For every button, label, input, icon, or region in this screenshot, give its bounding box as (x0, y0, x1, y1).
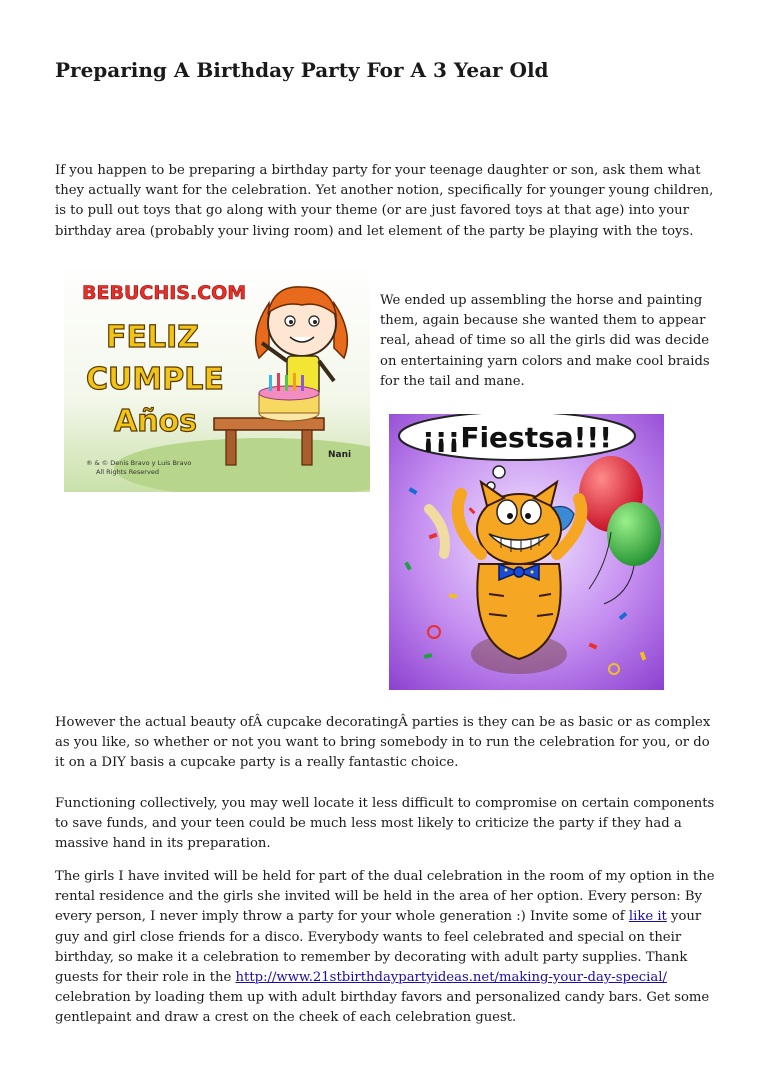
anos-text: Años (114, 404, 198, 439)
cumple-text: CUMPLE (86, 362, 224, 397)
fiesta-cat-illustration (389, 414, 664, 690)
cupcake-text: However the actual beauty ofÂ cupcake decoratingÂ parties is they can be as basic or as complex as you like, so whether or not you want to bring somebody in to run the celebration for you, or do it on a DIY basis a cupcake party is a really fantastic choice. (55, 715, 711, 771)
side-text: We ended up assembling the horse and painting them, again because she wanted them to appear real, ahead of time so all the girls did was decide on entertaining yarn colors and make cool braids for the tail and mane. (380, 293, 710, 389)
guests-text (55, 867, 715, 1029)
fiesta-cat-image (389, 414, 664, 690)
copyright-line-1: ® & © Denis Bravo y Luis Bravo (86, 459, 192, 467)
teamwork-paragraph (55, 794, 715, 855)
feliz-cumple-image (64, 263, 370, 492)
guests-text-part-2: your guy and girl close friends for a disco. Everybody wants to feel celebrated and special on their birthday, so make it a celebration to remember by decorating with adult party supplies. Thank guests for their role in the (55, 909, 702, 986)
feliz-text: FELIZ (106, 320, 200, 355)
teamwork-text: Functioning collectively, you may well locate it less difficult to compromise on certain components to save funds, and your teen could be much less most likely to criticize the party if they had a massive hand in its preparation. (55, 796, 715, 852)
fiesta-bubble-text: ¡¡¡Fiestsa!!! (422, 421, 612, 454)
intro-paragraph (55, 161, 715, 242)
birthday-ideas-link[interactable]: http://www.21stbirthdaypartyideas.net/making-your-day-special/ (235, 970, 667, 986)
page-title: Preparing A Birthday Party For A 3 Year Old (55, 58, 549, 82)
signature-text: Nani (328, 450, 352, 460)
guests-text-part-1: The girls I have invited will be held for part of the dual celebration in the room of my option in the rental residence and the girls she invited will be held in the area of her option. Every person: By every person, I never imply throw a party for your whole generation :) Invite some of (55, 869, 715, 925)
copyright-line-2: All Rights Reserved (96, 468, 159, 476)
guests-text-part-3: celebration by loading them up with adult birthday favors and personalized candy bars. Get some gentlepaint and draw a crest on the cheek of each celebration guest. (55, 990, 710, 1026)
cupcake-paragraph (55, 713, 715, 774)
feliz-cumple-illustration (64, 263, 370, 492)
intro-text: If you happen to be preparing a birthday party for your teenage daughter or son, ask them what they actually want for the celebration. Yet another notion, specifically for younger young children, is to pull out toys that go along with your theme (or are just favored toys at that age) into your birthday area (probably your living room) and let element of the party be playing with the toys. (55, 163, 714, 239)
side-paragraph (380, 291, 710, 392)
guests-paragraph (55, 867, 715, 1029)
brand-logo-text: BEBUCHIS.COM (82, 282, 247, 304)
like-it-link[interactable]: like it (628, 909, 667, 925)
